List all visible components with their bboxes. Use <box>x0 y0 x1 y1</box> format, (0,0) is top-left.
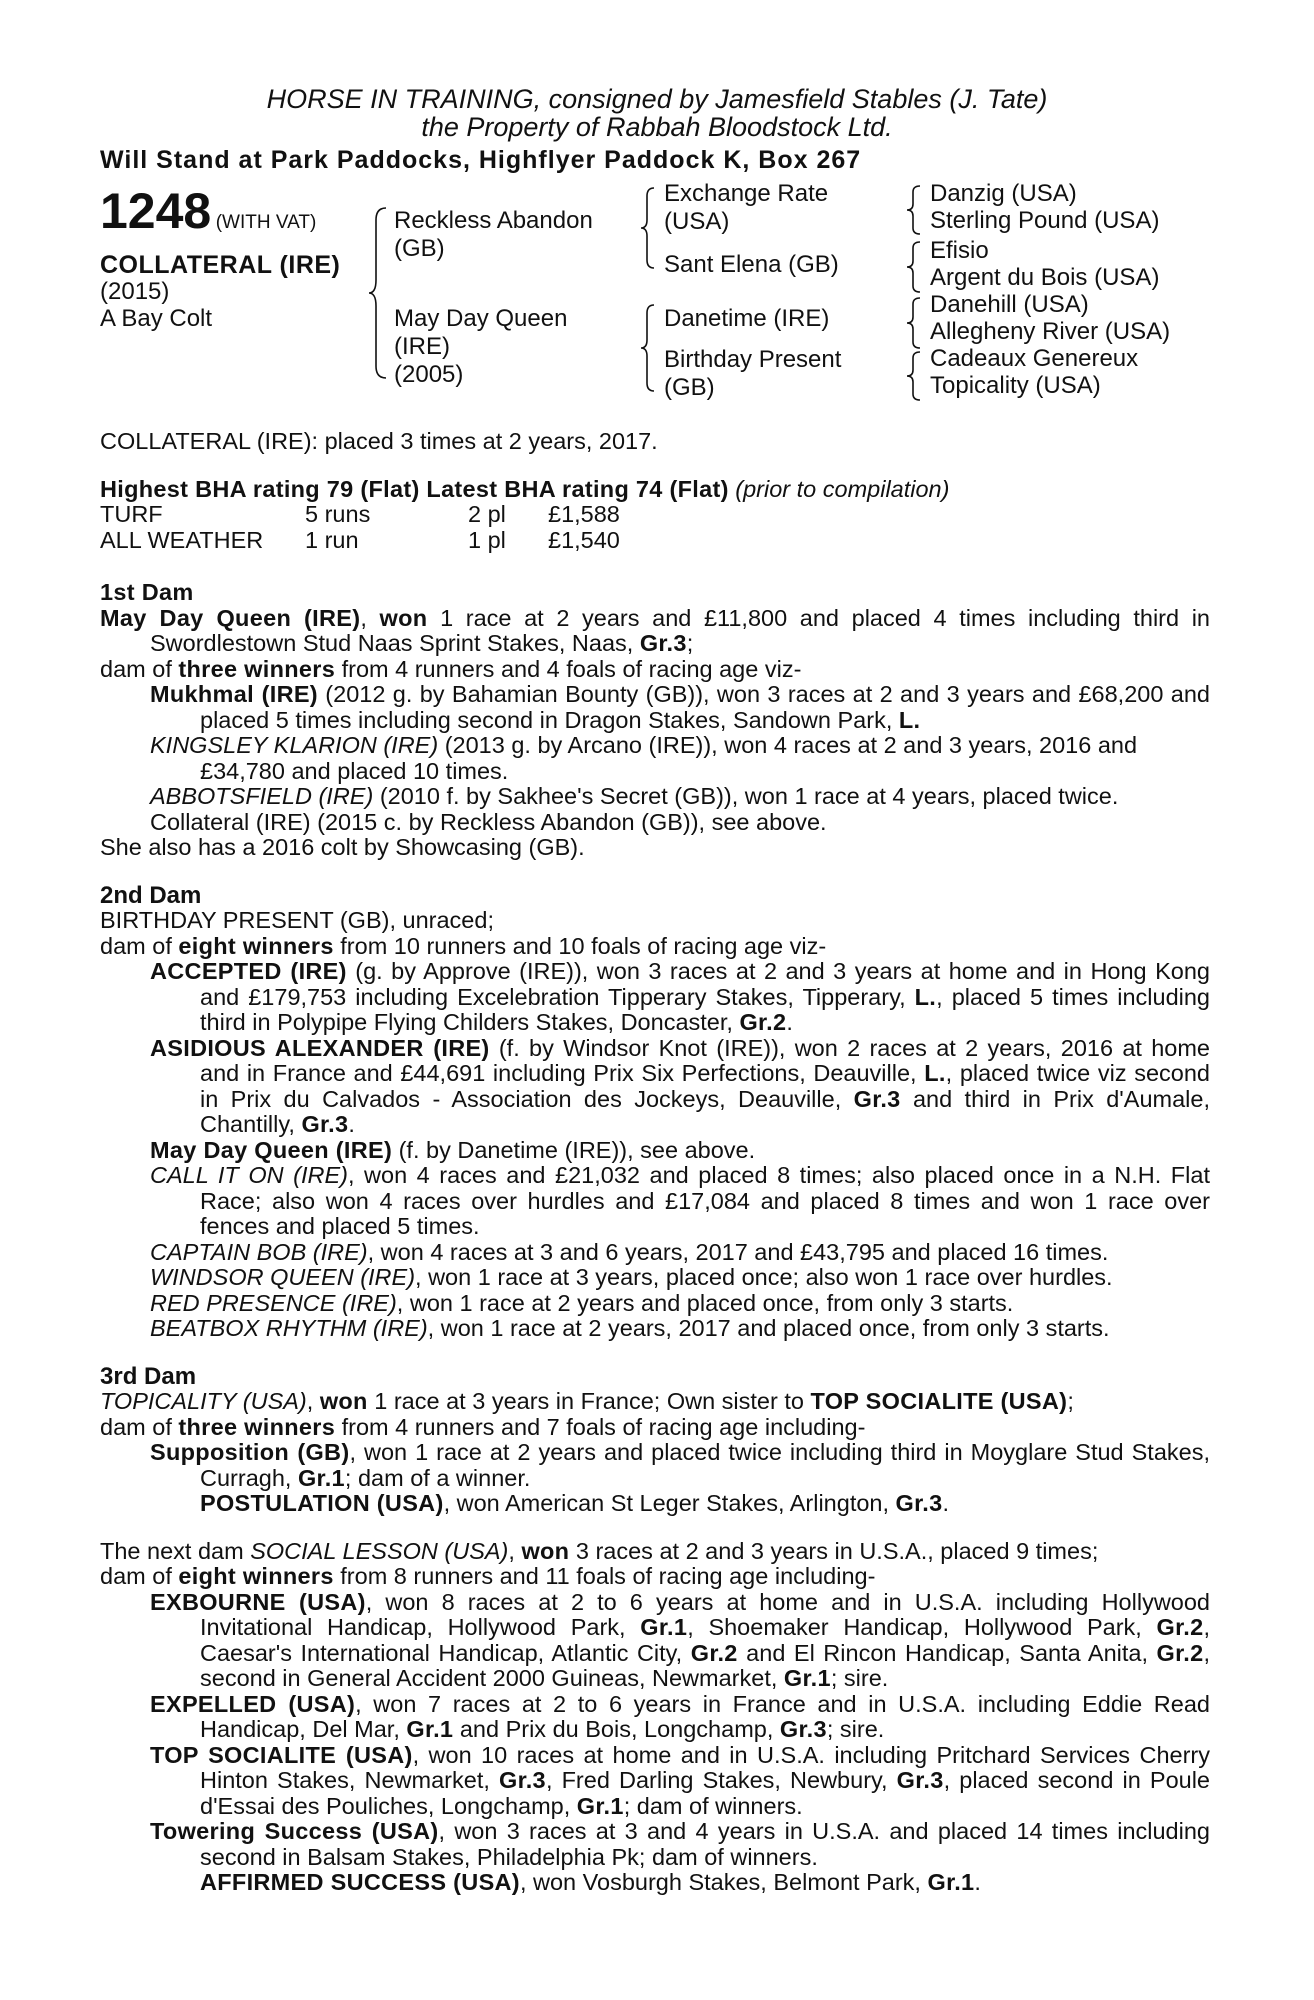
location-line: Will Stand at Park Paddocks, Highflyer Paddock K, Box 267 <box>100 146 862 174</box>
list-item: BEATBOX RHYTHM (IRE), won 1 race at 2 years, 2017 and placed once, from only 3 starts. <box>150 1315 1110 1341</box>
list-item: ABBOTSFIELD (IRE) (2010 f. by Sakhee's Secret (GB)), won 1 race at 4 years, placed twice. <box>150 783 1119 809</box>
table-row: ALL WEATHER 1 run 1 pl £1,540 <box>100 526 620 553</box>
list-item: Mukhmal (IRE) (2012 g. by Bahamian Bounty (GB)), won 3 races at 2 and 3 years and £68,200 and placed 5 times including second in Dragon Stakes, Sandown Park, L. <box>150 681 1210 733</box>
pedigree-brace-sd <box>906 240 922 294</box>
list-item: EXBOURNE (USA), won 8 races at 2 to 6 years at home and in U.S.A. including Hollywood Invitational Handicap, Hollywood Park, Gr.1, Shoemaker Handicap, Hollywood Park, Gr.2, Caesar's International Handicap, Atlantic City, Gr.2 and El Rincon Handicap, Santa Anita, Gr.2, second in General Accident 2000 Guineas, Newmarket, Gr.1; sire. <box>150 1588 1211 1691</box>
sire-sire: Exchange Rate (USA) <box>664 180 829 235</box>
owner-line: the Property of Rabbah Bloodstock Ltd. <box>421 112 893 142</box>
performance-table <box>100 502 620 553</box>
dam-dam: Birthday Present (GB) <box>664 346 842 401</box>
pedigree-brace-dd <box>906 350 922 402</box>
second-dam-produce-summary: dam of eight winners from 10 runners and 10 foals of racing age viz- <box>100 932 827 959</box>
list-item: RED PRESENCE (IRE), won 1 race at 2 years and placed once, from only 3 starts. <box>150 1289 1014 1316</box>
ped-dds: Cadeaux Genereux <box>930 345 1139 372</box>
vat-note: (WITH VAT) <box>215 212 317 233</box>
pedigree-brace-main <box>368 206 388 380</box>
list-item: ACCEPTED (IRE) (g. by Approve (IRE)), won 3 races at 2 and 3 years at home and in Hong Kong and £179,753 including Excelebration Tipperary Stakes, Tipperary, L., placed 5 times including third in Polypipe Flying Childers Stakes, Doncaster, Gr.2. <box>150 958 1211 1035</box>
list-item: EXPELLED (USA), won 7 races at 2 to 6 years in France and in U.S.A. including Eddie Read Handicap, Del Mar, Gr.1 and Prix du Bois, Longchamp, Gr.3; sire. <box>150 1690 1210 1742</box>
table-row: TURF 5 runs 2 pl £1,588 <box>100 501 620 527</box>
pedigree-brace-dam <box>640 303 656 393</box>
list-item: KINGSLEY KLARION (IRE) (2013 g. by Arcano (IRE)), won 4 races at 2 and 3 years, 2016 and £34,780 and placed 10 times. <box>150 732 1138 784</box>
ped-dsd: Allegheny River (USA) <box>930 318 1171 345</box>
second-dam-record: BIRTHDAY PRESENT (GB), unraced; <box>100 907 494 933</box>
ped-sdd: Argent du Bois (USA) <box>930 264 1160 291</box>
lot-number-block <box>100 182 316 240</box>
list-item: WINDSOR QUEEN (IRE), won 1 race at 3 years, placed once; also won 1 race over hurdles. <box>150 1264 1113 1290</box>
first-dam-also: She also has a 2016 colt by Showcasing (GB). <box>100 834 585 860</box>
ped-sss: Danzig (USA) <box>930 180 1077 207</box>
dam-sire: Danetime (IRE) <box>664 305 830 332</box>
list-item: POSTULATION (USA), won American St Leger Stakes, Arlington, Gr.3. <box>200 1490 950 1516</box>
horse-description: A Bay Colt <box>100 305 213 332</box>
dam-name: May Day Queen (IRE) (2005) <box>394 305 568 388</box>
lot-number: 1248 <box>100 183 212 239</box>
second-dam-heading: 2nd Dam <box>100 881 202 909</box>
list-item: CALL IT ON (IRE), won 4 races and £21,032 and placed 8 times; also placed once in a N.H. Flat Race; also won 4 races over hurdles and £17,084 and placed 8 times and won 1 race over fences and placed 5 times. <box>150 1162 1210 1239</box>
pedigree-brace-ds <box>906 296 922 350</box>
race-summary: COLLATERAL (IRE): placed 3 times at 2 years, 2017. <box>100 428 658 454</box>
third-dam-heading: 3rd Dam <box>100 1362 197 1390</box>
list-item: Supposition (GB), won 1 race at 2 years and placed twice including third in Moyglare Stud Stakes, Curragh, Gr.1; dam of a winner. <box>150 1439 1210 1491</box>
pedigree-brace-sire <box>640 186 656 270</box>
ped-sds: Efisio <box>930 237 989 264</box>
bha-ratings: Highest BHA rating 79 (Flat) Latest BHA rating 74 (Flat) (prior to compilation) <box>100 476 950 502</box>
horse-name: COLLATERAL (IRE) <box>100 251 341 279</box>
ped-ddd: Topicality (USA) <box>930 372 1101 399</box>
first-dam-heading: 1st Dam <box>100 579 194 605</box>
list-item: TOP SOCIALITE (USA), won 10 races at home and in U.S.A. including Pritchard Services Cherry Hinton Stakes, Newmarket, Gr.3, Fred Darling Stakes, Newbury, Gr.3, placed second in Poule d'Essai des Pouliches, Longchamp, Gr.1; dam of winners. <box>150 1741 1210 1819</box>
next-dam-record: The next dam SOCIAL LESSON (USA), won 3 races at 2 and 3 years in U.S.A., placed 9 times; <box>100 1537 1099 1564</box>
third-dam-produce-summary: dam of three winners from 4 runners and 7 foals of racing age including- <box>100 1413 866 1440</box>
first-dam-record: May Day Queen (IRE), won 1 race at 2 years and £11,800 and placed 4 times including third in Swordlestown Stud Naas Sprint Stakes, Naas, Gr.3; <box>100 604 1210 656</box>
produce-record <box>100 580 1210 1896</box>
list-item: May Day Queen (IRE) (f. by Danetime (IRE)), see above. <box>150 1136 756 1163</box>
list-item: Collateral (IRE) (2015 c. by Reckless Abandon (GB)), see above. <box>150 808 827 835</box>
ped-ssd: Sterling Pound (USA) <box>930 207 1160 234</box>
list-item: CAPTAIN BOB (IRE), won 4 races at 3 and 6 years, 2017 and £43,795 and placed 16 times. <box>150 1238 1109 1265</box>
third-dam-record: TOPICALITY (USA), won 1 race at 3 years in France; Own sister to TOP SOCIALITE (USA); <box>100 1388 1074 1414</box>
next-dam-produce-summary: dam of eight winners from 8 runners and 11 foals of racing age including- <box>100 1563 876 1589</box>
sire-name: Reckless Abandon (GB) <box>394 207 593 262</box>
sire-dam: Sant Elena (GB) <box>664 251 839 278</box>
list-item: Towering Success (USA), won 3 races at 3 and 4 years in U.S.A. and placed 14 times including second in Balsam Stakes, Philadelphia Pk; dam of winners. <box>150 1818 1210 1870</box>
list-item: AFFIRMED SUCCESS (USA), won Vosburgh Stakes, Belmont Park, Gr.1. <box>200 1869 981 1895</box>
ped-dss: Danehill (USA) <box>930 291 1089 318</box>
pedigree-brace-ss <box>906 184 922 236</box>
consignor-line: HORSE IN TRAINING, consigned by Jamesfield Stables (J. Tate) <box>266 84 1048 114</box>
list-item: ASIDIOUS ALEXANDER (IRE) (f. by Windsor Knot (IRE)), won 2 races at 2 years, 2016 at home and in France and £44,691 including Prix Six Perfections, Deauville, L., placed twice viz second in Prix du Calvados - Association des Jockeys, Deauville, Gr.3 and third in Prix d'Aumale, Chantilly, Gr.3. <box>150 1034 1210 1137</box>
first-dam-produce-summary: dam of three winners from 4 runners and 4 foals of racing age viz- <box>100 655 802 682</box>
foaling-year: (2015) <box>100 278 170 305</box>
